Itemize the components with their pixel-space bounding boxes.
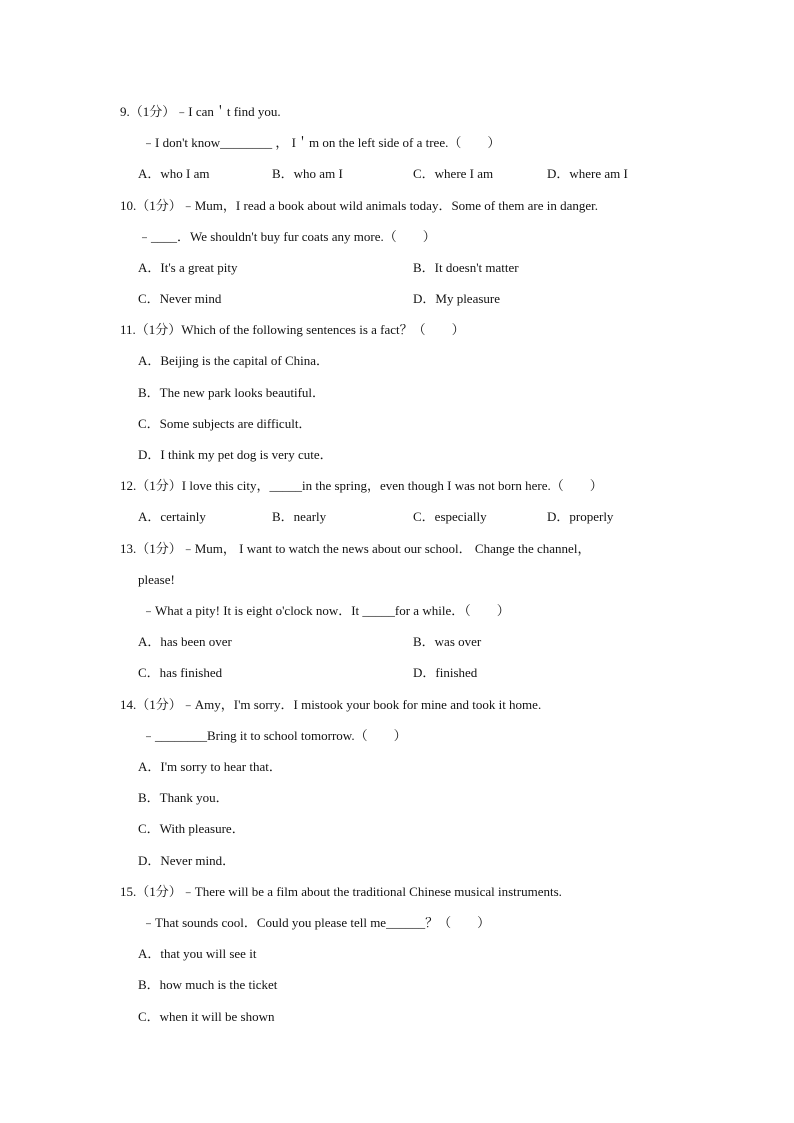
option-c: C．Never mind (138, 291, 222, 306)
option-c: C．where I am (413, 166, 494, 181)
option-c: C．With pleasure． (138, 821, 245, 836)
option-a: A．Beijing is the capital of China． (138, 353, 329, 368)
question-14-stem: 14.（1分）﹣Amy，I'm sorry．I mistook your book for mine and took it home. (120, 697, 542, 712)
option-d: D．Never mind． (138, 853, 236, 868)
option-d: D．I think my pet dog is very cute． (138, 447, 333, 462)
question-13-line: ﹣What a pity! It is eight o'clock now．It _____for a while．（ ） (142, 603, 510, 618)
question-11-stem: 11.（1分）Which of the following sentences is a fact？（ ） (120, 322, 465, 337)
question-12-stem: 12.（1分）I love this city，_____in the spring，even though I was not born here.（ ） (120, 478, 603, 493)
option-b: B．The new park looks beautiful． (138, 385, 326, 400)
option-a: A．has been over (138, 634, 232, 649)
question-14-line: ﹣________Bring it to school tomorrow.（ ） (142, 728, 407, 743)
question-9-line: ﹣I don't know________ ， I＇m on the left side of a tree.（ ） (142, 135, 501, 150)
question-15-line: ﹣That sounds cool．Could you please tell me______？（ ） (142, 915, 491, 930)
option-b: B．It doesn't matter (413, 260, 519, 275)
option-d: D．properly (547, 509, 614, 524)
option-b: B．how much is the ticket (138, 977, 278, 992)
question-10-stem: 10.（1分）﹣Mum，I read a book about wild animals today．Some of them are in danger. (120, 198, 599, 213)
option-d: D．where am I (547, 166, 628, 181)
option-b: B．was over (413, 634, 482, 649)
option-d: D．finished (413, 665, 478, 680)
option-a: A．who I am (138, 166, 210, 181)
option-c: C．especially (413, 509, 487, 524)
option-a: A．I'm sorry to hear that． (138, 759, 282, 774)
option-b: B．who am I (272, 166, 343, 181)
option-a: A．certainly (138, 509, 206, 524)
option-b: B．nearly (272, 509, 327, 524)
option-a: A．It's a great pity (138, 260, 238, 275)
question-10-line: ﹣____．We shouldn't buy fur coats any more.（ ） (138, 229, 436, 244)
option-c: C．Some subjects are difficult． (138, 416, 312, 431)
question-13-stem: 13.（1分）﹣Mum， I want to watch the news about our school． Change the channel， (120, 541, 591, 556)
option-c: C．when it will be shown (138, 1009, 275, 1024)
option-a: A．that you will see it (138, 946, 257, 961)
question-15-stem: 15.（1分）﹣There will be a film about the traditional Chinese musical instruments. (120, 884, 562, 899)
option-c: C．has finished (138, 665, 223, 680)
question-9-stem: 9.（1分）﹣I can＇t find you. (120, 104, 281, 119)
option-d: D．My pleasure (413, 291, 501, 306)
question-13-line: please! (138, 572, 175, 587)
option-b: B．Thank you． (138, 790, 229, 805)
